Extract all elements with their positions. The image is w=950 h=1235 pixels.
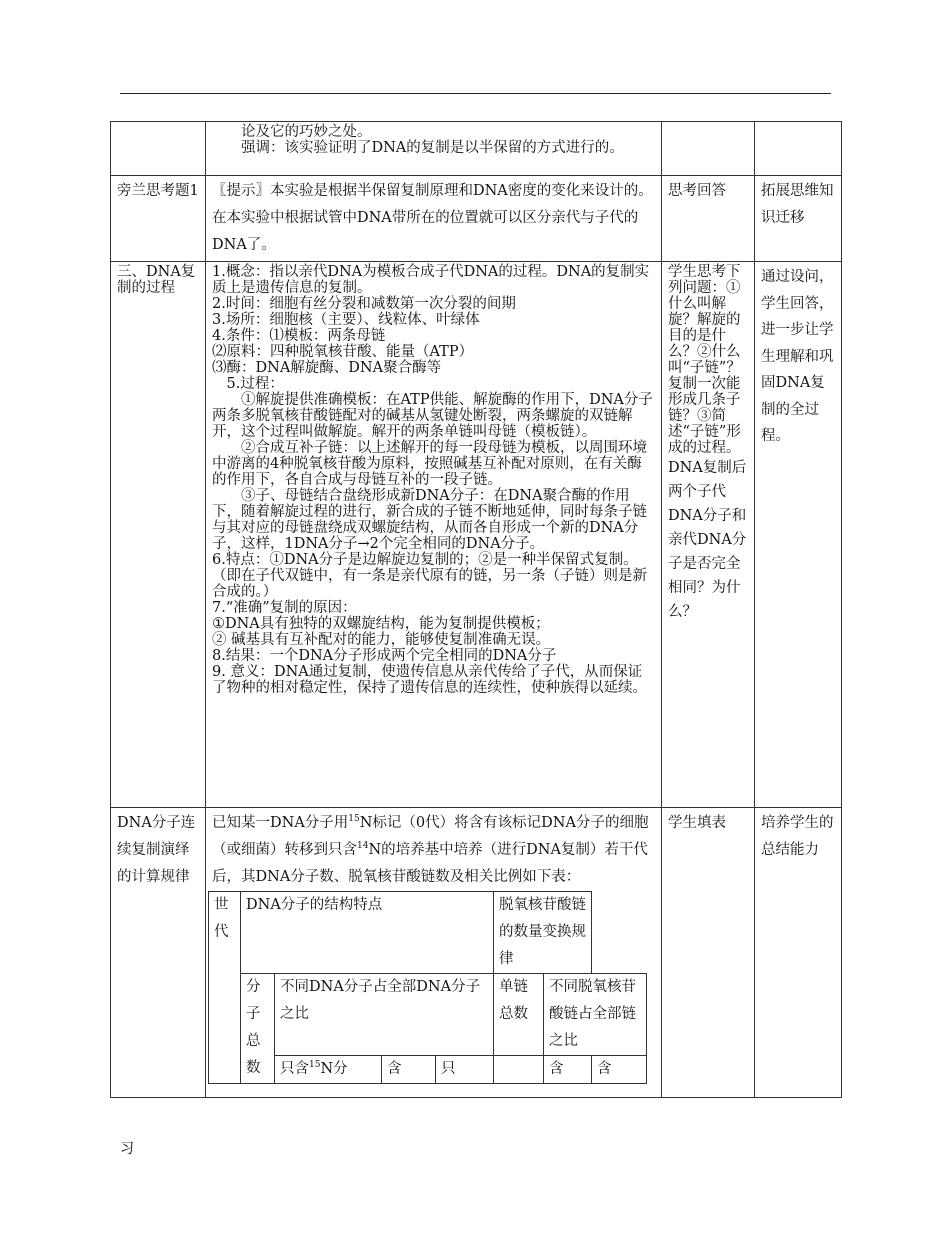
- header-generation: 世代: [209, 892, 241, 1084]
- paragraph: 6.特点：①DNA分子是边解旋边复制的；②是一种半保留式复制。（即在子代双链中，有一条是亲代原有的链，另一条（子链）则是新合成的。）: [212, 552, 647, 600]
- table-row: [111, 262, 842, 808]
- cell-r1-c4: [755, 122, 842, 176]
- table-row: [111, 176, 842, 262]
- replication-calc-table: [208, 891, 647, 1084]
- cell-r1-c1: [111, 122, 206, 176]
- header-empty: [494, 1056, 544, 1084]
- paragraph: 5.过程：: [226, 376, 284, 392]
- table-row: [209, 892, 647, 974]
- superscript: 15: [348, 814, 360, 825]
- paragraph: ①DNA具有独特的双螺旋结构，能为复制提供模板；: [212, 616, 550, 632]
- cell-r2-content: 〖提示〗本实验是根据半保留复制原理和DNA密度的变化来设计的。在本实验中根据试管中DNA带所在的位置就可以区分亲代与子代的DNA了。: [206, 176, 662, 262]
- text: N的培养基中培养（进行DNA复制）若干代后，其DNA分子数、脱氧核苷酸链数及相关比例如下表：: [212, 842, 648, 885]
- paragraph: ⑵原料：四种脱氧核苷酸、能量（ATP）: [212, 344, 474, 360]
- text: 已知某一DNA分子用: [212, 815, 349, 831]
- table-row: [209, 1056, 647, 1084]
- paragraph: ⑶酶：DNA解旋酶、DNA聚合酶等: [212, 360, 442, 376]
- header-molecule-ratio: 不同DNA分子占全部DNA分子之比: [275, 974, 494, 1056]
- text: 只含: [280, 1061, 309, 1077]
- cell-r2-topic: 旁兰思考题1: [111, 176, 206, 262]
- paragraph: 7.“准确”复制的原因：: [212, 600, 357, 616]
- header-contain-3: 含: [592, 1056, 647, 1084]
- header-contain-2: 含: [544, 1056, 592, 1084]
- paragraph: ①解旋提供准确模板：在ATP供能、解旋酶的作用下，DNA分子两条多脱氧核苷酸链配对的碱基从氢键处断裂，两条螺旋的双链解开，这个过程叫做解旋。解开的两条单链叫母链（模板链）。: [212, 392, 653, 440]
- paragraph: 论及它的巧妙之处。: [241, 124, 372, 140]
- paragraph: 学生思考下列问题：①什么叫解旋？解旋的目的是什么？②什么叫“子链”？复制一次能形成几条子链？③简述“子链”形成的过程。: [668, 264, 741, 456]
- cell-r1-c3: [662, 122, 755, 176]
- paragraph: ② 碱基具有互补配对的能力，能够使复制准确无误。: [212, 632, 551, 648]
- paragraph: 强调：该实验证明了DNA的复制是以半保留的方式进行的。: [241, 140, 624, 156]
- footer-text: 习: [120, 1141, 134, 1157]
- cell-r4-content: [206, 808, 662, 1098]
- superscript: 14: [357, 841, 369, 852]
- paragraph: 8.结果：一个DNA分子形成两个完全相同的DNA分子: [212, 648, 557, 664]
- text: N分: [320, 1061, 348, 1077]
- paragraph: 3.场所：细胞核（主要）、线粒体、叶绿体: [212, 312, 480, 328]
- paragraph: 1.概念：指以亲代DNA为模板合成子代DNA的过程。DNA的复制实质上是遗传信息的复制。: [212, 264, 650, 296]
- header-molecule-total: 分子总数: [241, 974, 275, 1084]
- table-row: [111, 122, 842, 176]
- table-row: [111, 808, 842, 1098]
- cell-r4-topic: DNA分子连续复制演绎的计算规律: [111, 808, 206, 1098]
- header-chain-rule: 脱氧核苷酸链的数量变换规律: [494, 892, 592, 974]
- cell-r4-intent: 培养学生的总结能力: [755, 808, 842, 1098]
- paragraph: DNA复制后两个子代DNA分子和亲代DNA分子是否完全相同？为什么？: [668, 460, 747, 620]
- paragraph: 9. 意义：DNA通过复制，使遗传信息从亲代传给了子代，从而保证了物种的相对稳定性，保持了遗传信息的连续性，使种族得以延续。: [212, 664, 647, 696]
- paragraph: 2.时间：细胞有丝分裂和减数第一次分裂的间期: [212, 296, 516, 312]
- superscript: 15: [309, 1060, 321, 1071]
- header-only: 只: [436, 1056, 494, 1084]
- header-single-chain-total: 单链总数: [494, 974, 544, 1056]
- cell-r4-activity: 学生填表: [662, 808, 755, 1098]
- header-contain: 含: [382, 1056, 436, 1084]
- cell-r3-content: [206, 262, 662, 808]
- cell-r3-intent: 通过设问，学生回答，进一步让学生理解和巩固DNA复制的全过程。: [755, 262, 842, 808]
- header-rule: [120, 93, 831, 94]
- cell-r2-activity: 思考回答: [662, 176, 755, 262]
- paragraph: ③子、母链结合盘绕形成新DNA分子：在DNA聚合酶的作用下，随着解旋过程的进行，新合成的子链不断地延伸，同时每条子链与其对应的母链盘绕成双螺旋结构，从而各自形成一个新的DNA分子，这样，1DNA分子→2个完全相同的DNA分子。: [212, 488, 647, 552]
- table-row: [209, 974, 647, 1056]
- cell-r3-activity: [662, 262, 755, 808]
- header-only-15n: [275, 1056, 382, 1084]
- text: N标记（0代）将含有该标记DNA分子的细胞（或细菌）转移到只含: [212, 815, 649, 858]
- paragraph: [212, 810, 655, 891]
- cell-r1-c2: [206, 122, 662, 176]
- header-structure: DNA分子的结构特点: [241, 892, 494, 974]
- cell-r2-intent: 拓展思维知识迁移: [755, 176, 842, 262]
- paragraph: ②合成互补子链：以上述解开的每一段母链为模板，以周围环境中游离的4种脱氧核苷酸为原料，按照碱基互补配对原则，在有关酶的作用下，各自合成与母链互补的一段子链。: [212, 440, 647, 488]
- cell-r3-topic: 三、DNA复制的过程: [111, 262, 206, 808]
- paragraph: 4.条件：⑴模板：两条母链: [212, 328, 386, 344]
- lesson-plan-table: [110, 121, 842, 1098]
- header-chain-ratio: 不同脱氧核苷酸链占全部链之比: [544, 974, 647, 1056]
